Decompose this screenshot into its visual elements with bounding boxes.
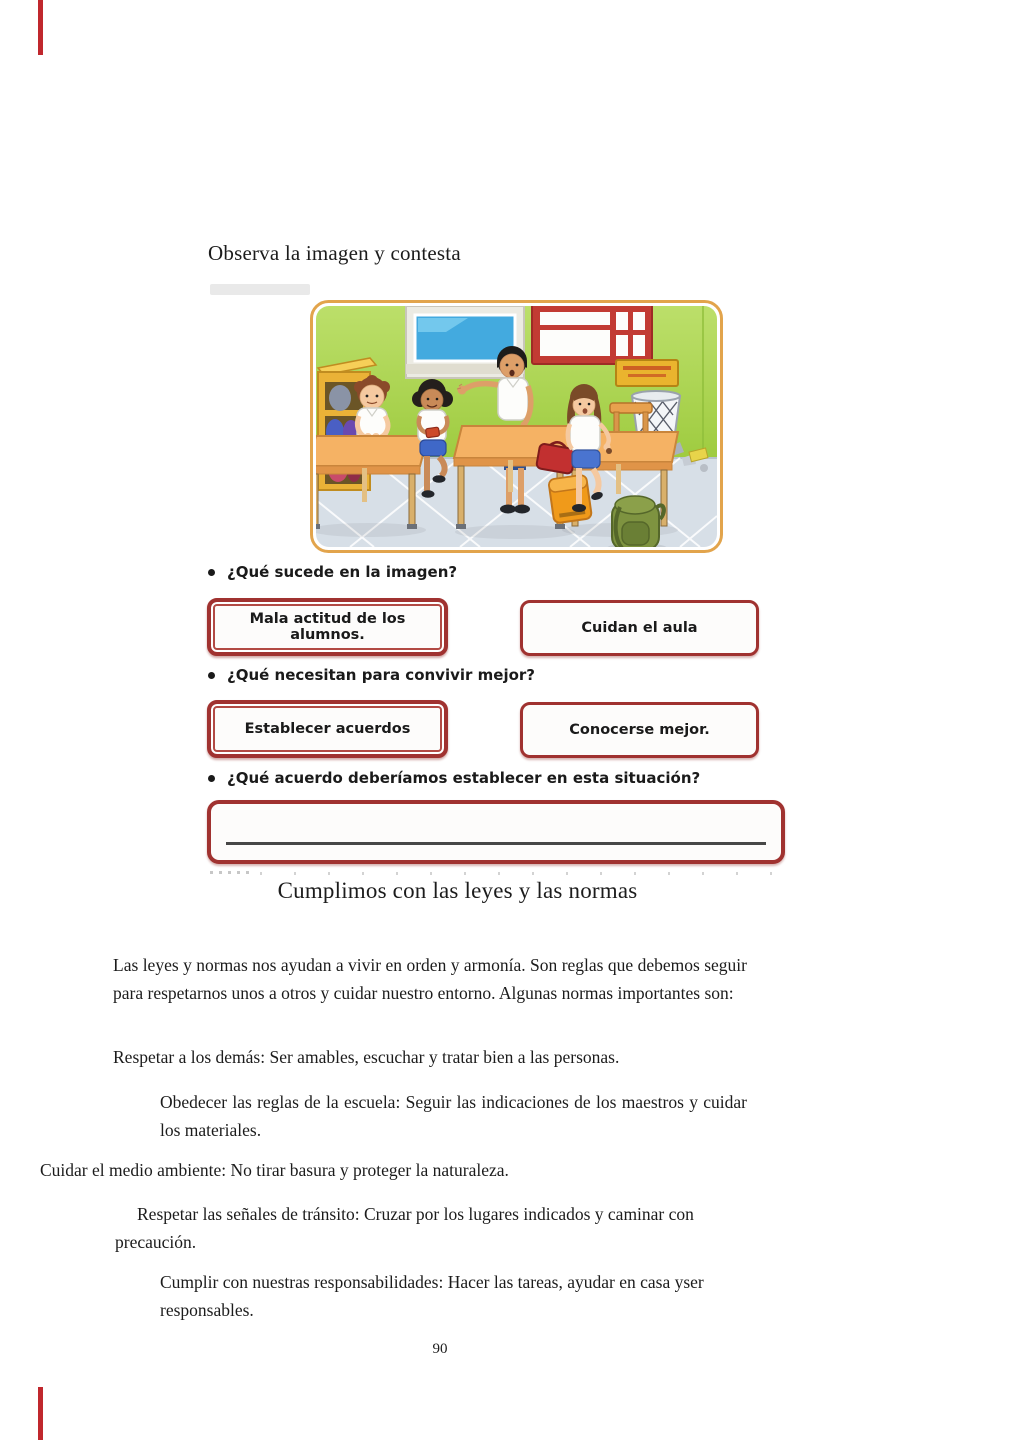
paragraph-cuidar-ambiente: Cuidar el medio ambiente: No tirar basura y proteger la naturaleza. xyxy=(40,1160,509,1180)
question-3 xyxy=(208,769,700,787)
option-conocerse-mejor[interactable]: Conocerse mejor. xyxy=(520,702,759,758)
answer-write-box[interactable] xyxy=(207,800,785,864)
option-cuidan-aula[interactable]: Cuidan el aula xyxy=(520,600,759,656)
backpack-gray xyxy=(329,385,351,411)
question-1 xyxy=(208,563,457,581)
bullet-icon xyxy=(208,569,215,576)
paragraph-respetar-demas: Respetar a los demás: Ser amables, escuchar y tratar bien a las personas. xyxy=(113,1047,620,1067)
question-3-text: ¿Qué acuerdo deberíamos establecer en esta situación? xyxy=(227,769,701,787)
option-mala-actitud[interactable]: Mala actitud de los alumnos. xyxy=(207,598,448,656)
red-board xyxy=(532,304,652,364)
section-heading: Cumplimos con las leyes y las normas xyxy=(277,878,638,903)
wall-sign xyxy=(616,360,678,386)
paragraph-intro: Las leyes y normas nos ayudan a vivir en orden y armonía. Son reglas que debemos seguir para respetarnos unos a otros y cuidar nuestro entorno. Algunas normas importantes son: xyxy=(113,955,747,1003)
question-1-text: ¿Qué sucede en la imagen? xyxy=(227,563,458,581)
paragraph-obedecer-reglas: Obedecer las reglas de la escuela: Seguir las indicaciones de los maestros y cuidar los materiales. xyxy=(160,1092,747,1140)
backpack-green xyxy=(607,496,667,553)
clipped-text-artifact xyxy=(210,871,785,877)
red-margin-mark-bottom xyxy=(38,1387,43,1440)
scan-artifact xyxy=(210,284,310,295)
option-establecer-acuerdos[interactable]: Establecer acuerdos xyxy=(207,700,448,758)
question-2-text: ¿Qué necesitan para convivir mejor? xyxy=(227,666,535,684)
bullet-icon xyxy=(208,775,215,782)
paragraph-senales-transito: Respetar las señales de tránsito: Cruzar por los lugares indicados y caminar con precaución. xyxy=(115,1204,694,1252)
red-margin-mark-top xyxy=(38,0,43,55)
orange-bag xyxy=(548,475,592,524)
worksheet-title: Observa la imagen y contesta xyxy=(208,241,461,265)
classroom-illustration xyxy=(310,300,723,553)
question-2 xyxy=(208,666,535,684)
bullet-icon xyxy=(208,672,215,679)
classroom-scene-svg xyxy=(310,300,723,553)
paragraph-responsabilidades: Cumplir con nuestras responsabilidades: Hacer las tareas, ayudar en casa yser responsables. xyxy=(160,1272,704,1320)
answer-line xyxy=(226,842,766,845)
page-number: 90 xyxy=(432,1341,448,1357)
